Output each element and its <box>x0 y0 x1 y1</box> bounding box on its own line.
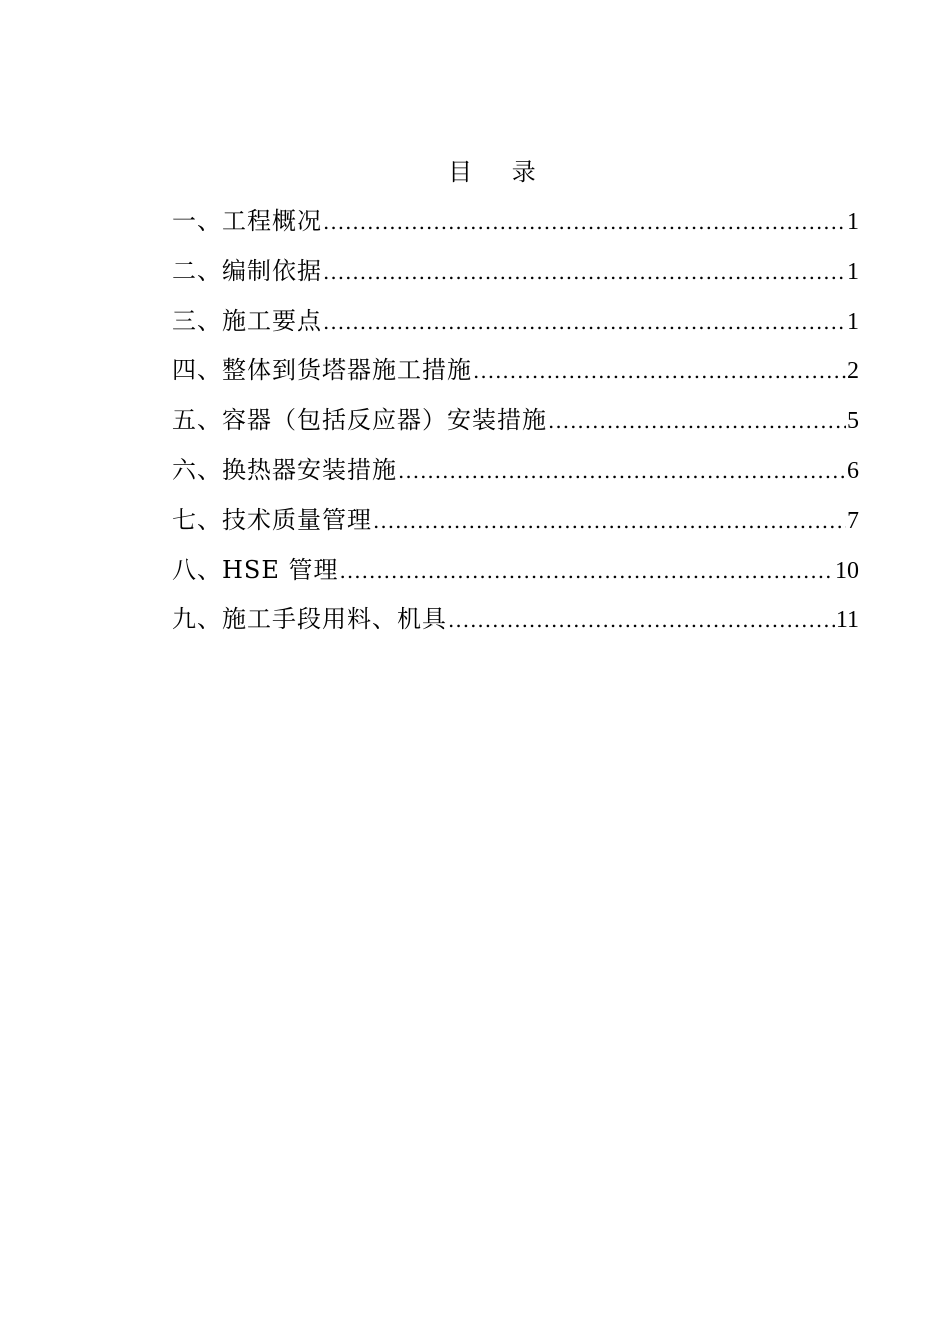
toc-entry-label: 五、容器（包括反应器）安装措施 <box>172 406 547 435</box>
toc-dot-leader <box>373 497 846 547</box>
toc-entry[interactable] <box>172 595 859 645</box>
toc-entry-label: 八、HSE 管理 <box>172 555 339 584</box>
toc-entry-label: 一、工程概况 <box>172 207 322 235</box>
toc-dot-leader <box>548 397 846 447</box>
toc-entry-label: 三、施工要点 <box>172 306 322 335</box>
toc-entry[interactable] <box>172 546 859 596</box>
toc-dot-leader <box>323 248 846 298</box>
toc-title: 目 录 <box>448 158 552 186</box>
toc-entry-page: 6 <box>847 457 859 484</box>
toc-entry-page: 7 <box>847 507 859 534</box>
toc-entry[interactable] <box>172 446 859 496</box>
toc-entry[interactable] <box>172 247 859 297</box>
toc-entry-page: 1 <box>847 258 859 285</box>
toc-entry-label: 六、换热器安装措施 <box>172 455 397 484</box>
toc-list <box>172 197 859 645</box>
toc-entry-page: 1 <box>847 209 859 235</box>
toc-entry[interactable] <box>172 197 859 247</box>
toc-entry-page: 10 <box>835 557 859 584</box>
toc-entry-page: 2 <box>847 358 859 385</box>
toc-dot-leader <box>398 447 846 497</box>
toc-entry-label: 二、编制依据 <box>172 256 322 285</box>
toc-entry[interactable] <box>172 396 859 446</box>
toc-dot-leader <box>448 596 835 646</box>
toc-entry-page: 11 <box>835 607 859 634</box>
toc-entry-label: 四、整体到货塔器施工措施 <box>172 356 472 385</box>
toc-dot-leader <box>323 298 846 348</box>
toc-entry-label: 七、技术质量管理 <box>172 505 372 534</box>
toc-entry-page: 1 <box>847 308 859 335</box>
toc-entry[interactable] <box>172 297 859 347</box>
toc-entry[interactable] <box>172 346 859 396</box>
toc-entry-page: 5 <box>847 408 859 435</box>
toc-entry-label: 九、施工手段用料、机具 <box>172 605 447 634</box>
toc-dot-leader <box>323 198 846 248</box>
toc-dot-leader <box>473 347 846 397</box>
toc-entry[interactable] <box>172 496 859 546</box>
toc-dot-leader <box>340 547 834 597</box>
